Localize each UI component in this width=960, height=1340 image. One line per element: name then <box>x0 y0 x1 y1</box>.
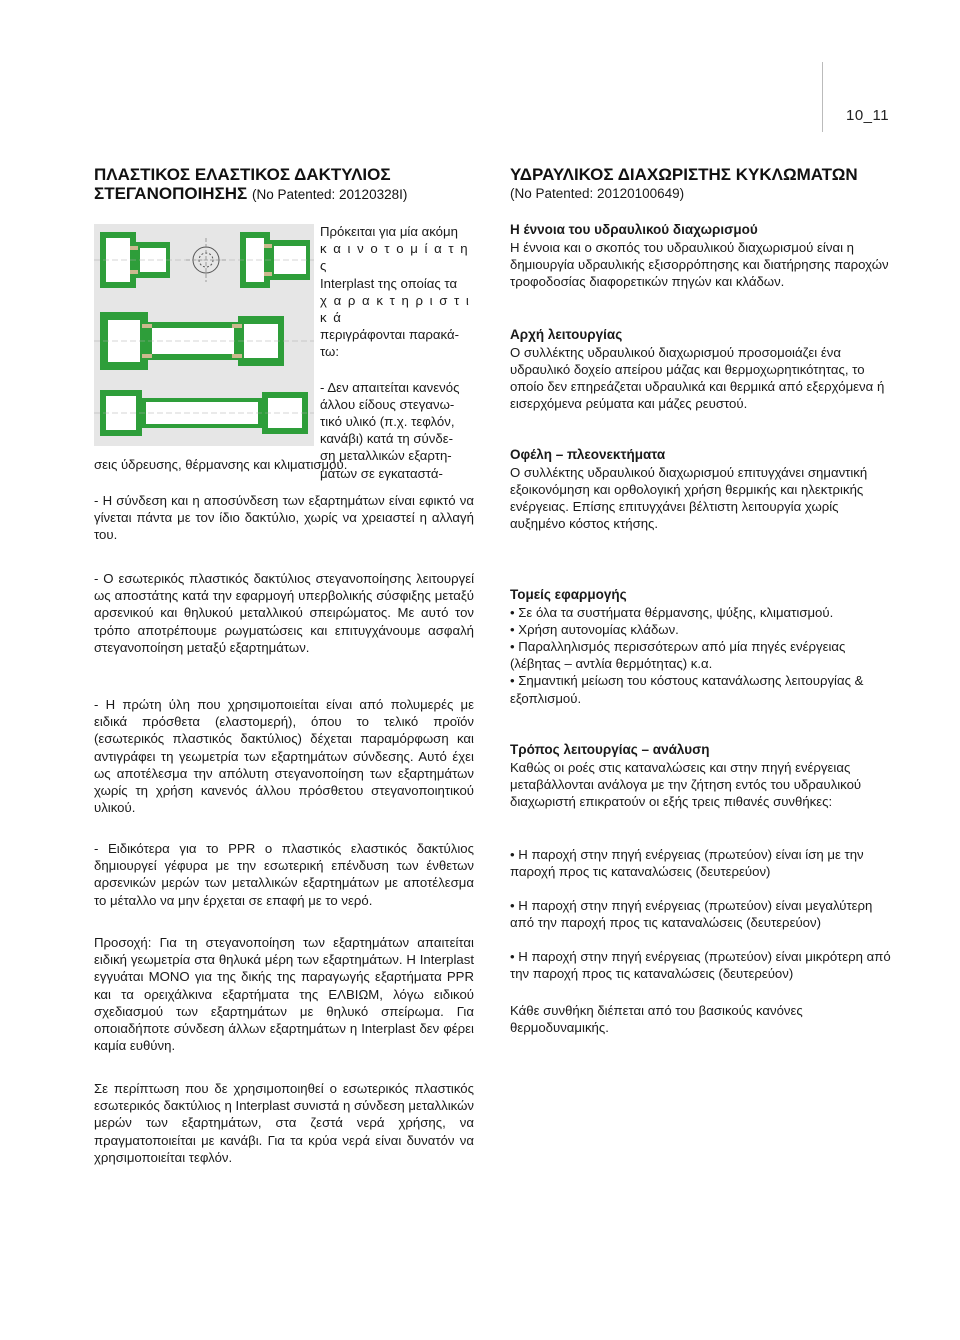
bullet1-line: ση μεταλλικών εξαρτη- <box>320 448 452 464</box>
left-title-line2: ΣΤΕΓΑΝΟΠΟΙΗΣΗΣ (No Patented: 20120328I) <box>94 184 408 203</box>
para4: - Η πρώτη ύλη που χρησιμοποιείται είναι από πολυμερές με ειδικά πρόσθετα (ελαστομερή), όπου το τελικό προϊόν (εσωτερικός πλαστικός δακτύλιος) δέχεται παραμόρφωση και αντιγράφει τη γεωμετρία των εξαρτημάτων σύνδεσης. Αυτό έχει ως αποτέλεσμα την απόλυτη στεγανοποίηση των εξαρτημάτων χωρίς τη χρήση κανενός άλλου πρόσθετου στεγανοποιητικού υλικού. <box>94 697 474 816</box>
para2: - Η σύνδεση και η αποσύνδεση των εξαρτημάτων είναι εφικτό να γίνεται πάντα με τον ίδιο δακτύλιο, χωρίς να χρειαστεί η αλλαγή του. <box>94 493 474 543</box>
condition-item: • Η παροχή στην πηγή ενέργειας (πρωτεύον) είναι ίση με την παροχή προς τις καταναλώσεις (δευτερεύον) <box>510 847 864 880</box>
intro-line: περιγράφονται παρακά- <box>320 327 459 343</box>
bullet1-line: τικό υλικό (π.χ. τεφλόν, <box>320 414 455 430</box>
header-divider <box>822 62 823 132</box>
intro-line: τω: <box>320 344 339 360</box>
section-concept <box>510 221 892 290</box>
fitting-bottom-row <box>94 390 314 436</box>
condition-item: • Η παροχή στην πηγή ενέργειας (πρωτεύον) είναι μεγαλύτερη από την παροχή προς τις καταναλώσεις (δευτερεύον) <box>510 898 873 931</box>
bullet1-line: κανάβι) κατά τη σύνδε- <box>320 431 453 447</box>
section-operation-title: Τρόπος λειτουργίας – ανάλυση <box>510 742 710 757</box>
right-title: ΥΔΡΑΥΛΙΚΟΣ ΔΙΑΧΩΡΙΣΤΗΣ ΚΥΚΛΩΜΑΤΩΝ <box>510 165 858 184</box>
page-number: 10_11 <box>846 107 890 124</box>
section-principle-text: Ο συλλέκτης υδραυλικού διαχωρισμού προσομοιάζει ένα υδραυλικό δοχείο απείρου μάζας και θερμοχωρητικότητας, το οποίο δεν επηρεάζεται υδραυλικά και θερμικά από εξερχόμενα ή εισερχόμενα ρεύματα και μάζες ρευστού. <box>510 344 885 412</box>
right-section-header <box>510 165 892 203</box>
left-title-line1: ΠΛΑΣΤΙΚΟΣ ΕΛΑΣΤΙΚΟΣ ΔΑΚΤΥΛΙΟΣ <box>94 165 391 184</box>
application-item: • Σε όλα τα συστήματα θέρμανσης, ψύξης, κλιματισμού. <box>510 604 834 620</box>
section-benefits-text: Ο συλλέκτης υδραυλικού διαχωρισμού επιτυγχάνει σημαντική εξοικονόμηση και ορθολογική χρήση θερμικής και ηλεκτρικής ενέργειας. Επίσης επιτυγχάνει βέλτιστη λειτουργία χωρίς αυξημένο κόστος κτήσης. <box>510 464 868 532</box>
section-operation-text: Καθώς οι ροές στις καταναλώσεις και στην πηγή ενέργειας μεταβάλλονται ανάλογα με την ζήτηση εντός του υδραυλικού διαχωριστή επικρατούν οι εξής τρεις πιθανές συνθήκες: <box>510 759 862 809</box>
para3: - Ο εσωτερικός πλαστικός δακτύλιος στεγανοποίησης λειτουργεί ως αποστάτης κατά την εφαρμογή υπερβολικής σύσφιξης μεταξύ αρσενικού και θηλυκού μεταλλικού σπειρώματος. Με αυτό τον τρόπο αποτρέπουμε ρωγματώσεις και επιτυγχάνουμε ασφαλή στεγανοποίηση μεταξύ εξαρτημάτων. <box>94 571 474 655</box>
para5: - Ειδικότερα για το PPR ο πλαστικός ελαστικός δακτύλιος δημιουργεί γέφυρα με την εσωτερική επένδυση των ένθετων αρσενικών μερών των μεταλλικών εξαρτημάτων με αποτέλεσμα το μέταλλο να μην έρχεται σε επαφή με το νερό. <box>94 841 474 908</box>
fitting-diagram <box>94 224 314 446</box>
section-operation <box>510 741 892 810</box>
section-benefits-title: Οφέλη – πλεονεκτήματα <box>510 447 666 462</box>
bullet1-line: - Δεν απαιτείται κανενός <box>320 379 460 395</box>
intro-line: Interplast της οποίας τα <box>320 275 458 291</box>
bullet1-tail: σεις ύδρευσης, θέρμανσης και κλιματισμού. <box>94 457 348 472</box>
left-section-header <box>94 165 474 204</box>
left-patent: (No Patented: 20120328I) <box>251 187 408 202</box>
application-item: • Παραλληλισμός περισσότερων από μία πηγές ενέργειας (λέβητας – αντλία θερμότητας) κ.α. <box>510 638 846 672</box>
para3-block <box>94 570 474 656</box>
bullet1-line: άλλου είδους στεγανω- <box>320 396 455 412</box>
para7-block <box>94 1080 474 1166</box>
fitting-diagram-svg <box>94 224 314 446</box>
bullet1-line: μάτων σε εγκαταστά- <box>320 465 443 481</box>
right-patent: (No Patented: 20120100649) <box>510 186 685 201</box>
section-concept-text: Η έννοια και ο σκοπός του υδραυλικού διαχωρισμού είναι η δημιουργία υδραυλικής εξισορρόπησης και διατήρησης παροχών τροφοδοσίας διαφορετικών πηγών και κλάδων. <box>510 239 889 289</box>
intro-text <box>320 223 474 482</box>
section-principle-title: Αρχή λειτουργίας <box>510 327 623 342</box>
bullet1-tail-block <box>94 456 474 473</box>
para7: Σε περίπτωση που δε χρησιμοποιηθεί ο εσωτερικός πλαστικός εσωτερικός δακτύλιος η Interplast συνιστά η σύνδεση μεταλλικών μερών των εξαρτημάτων, στα ζεστά νερά χρήσης, να πραγματοποιείται με κανάβι. Για τα κρύα νερά είναι δυνατόν να χρησιμοποιείται τεφλόν. <box>94 1081 474 1165</box>
application-item: • Χρήση αυτονομίας κλάδων. <box>510 621 679 637</box>
condition-item: • Η παροχή στην πηγή ενέργειας (πρωτεύον) είναι μικρότερη από την παροχή προς τις καταναλώσεις (δευτερεύον) <box>510 949 891 982</box>
section-principle <box>510 326 892 412</box>
section-applications <box>510 586 892 707</box>
para6-block <box>94 934 474 1054</box>
para2-block <box>94 492 474 544</box>
application-item: • Σημαντική μείωση του κόστους κατανάλωσης λειτουργίας & εξοπλισμού. <box>510 673 864 706</box>
intro-line: χ α ρ α κ τ η ρ ι σ τ ι κ ά <box>320 292 471 326</box>
section-concept-title: Η έννοια του υδραυλικού διαχωρισμού <box>510 222 758 237</box>
intro-line: Πρόκειται για μία ακόμη <box>320 224 458 239</box>
para4-block <box>94 696 474 816</box>
section-applications-title: Τομείς εφαρμογής <box>510 587 627 602</box>
section-benefits <box>510 446 892 532</box>
fitting-middle-row <box>94 312 314 370</box>
fitting-top-row <box>94 232 314 288</box>
section-operation-footer <box>510 1002 892 1036</box>
intro-line: κ α ι ν ο τ ο μ ί α τ η ς <box>320 241 470 274</box>
condition-item-1 <box>510 846 892 880</box>
operation-footer-text: Κάθε συνθήκη διέπεται από του βασικούς κανόνες θερμοδυναμικής. <box>510 1003 803 1036</box>
condition-item-3 <box>510 948 892 982</box>
para6: Προσοχή: Για τη στεγανοποίηση των εξαρτημάτων απαιτείται ειδική γεωμετρία στα θηλυκά μέρη των εξαρτημάτων. Η Interplast εγγυάται ΜΟΝΟ για της δικής της παραγωγής εξαρτήματα PPR και τα ορειχάλκινα εξαρτήματα της ΕΛΒΙΩΜ, λόγω ειδικού σχεδιασμού των εξαρτημάτων με θηλυκό σπείρωμα. Για οποιαδήποτε σύνδεση άλλων εξαρτημάτων η Interplast δεν φέρει καμία ευθύνη. <box>94 935 474 1054</box>
condition-item-2 <box>510 897 892 931</box>
para5-block <box>94 840 474 909</box>
